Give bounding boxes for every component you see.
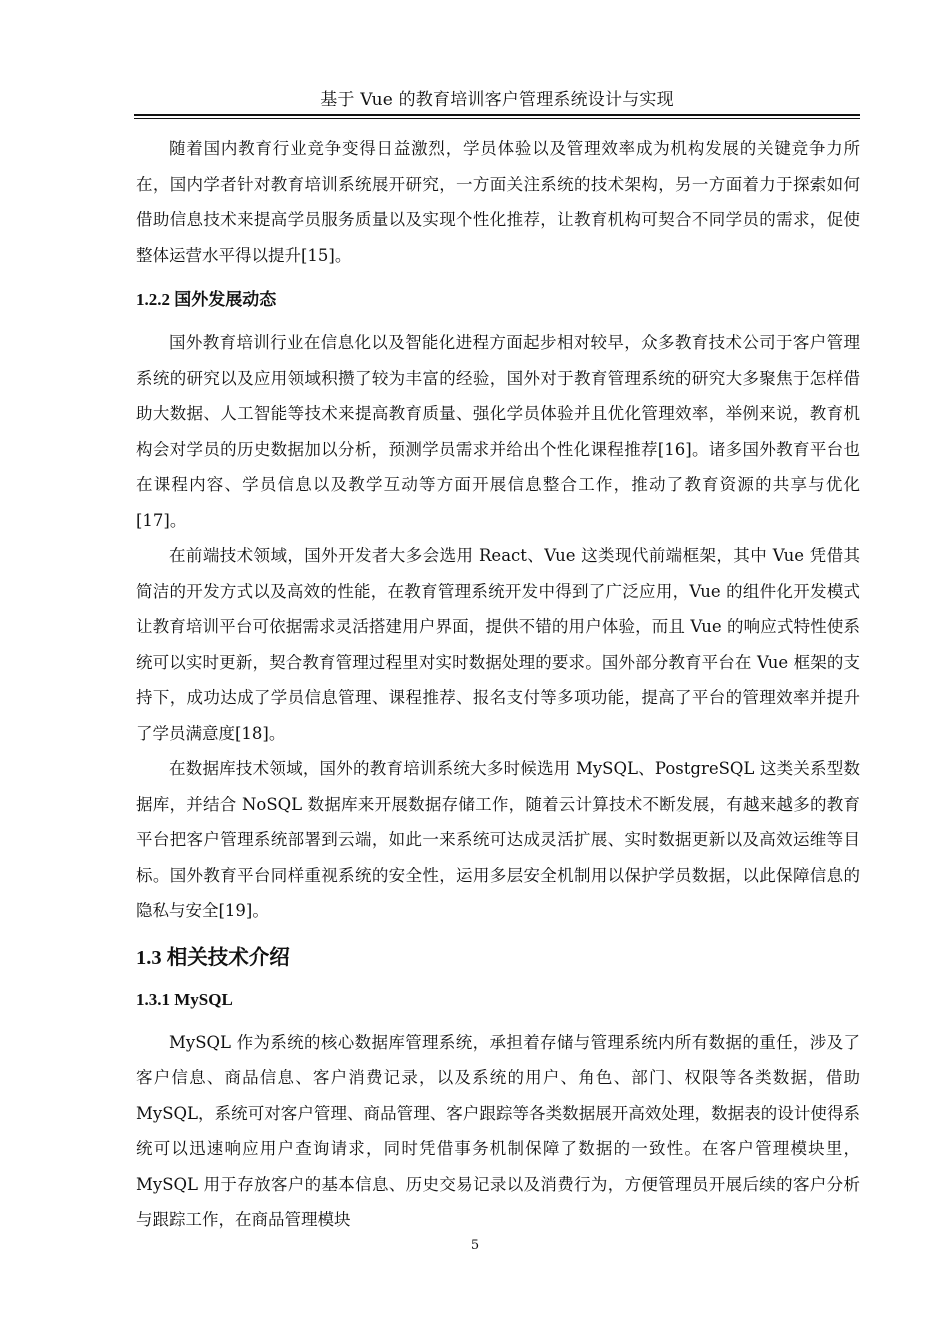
paragraph-foreign-overview: 国外教育培训行业在信息化以及智能化进程方面起步相对较早，众多教育技术公司于客户管理系统的研究以及应用领域积攒了较为丰富的经验，国外对于教育管理系统的研究大多聚焦于怎样借助大数据、人工智能等技术来提高教育质量、强化学员体验并且优化管理效率，举例来说，教育机构会对学员的历史数据加以分析，预测学员需求并给出个性化课程推荐[16]。诸多国外教育平台也在课程内容、学员信息以及教学互动等方面开展信息整合工作，推动了教育资源的共享与优化[17]。 (136, 333, 860, 530)
running-header-title: 基于 Vue 的教育培训客户管理系统设计与实现 (320, 90, 674, 110)
paragraph-database-tech: 在数据库技术领域，国外的教育培训系统大多时候选用 MySQL、PostgreSQL 这类关系型数据库，并结合 NoSQL 数据库来开展数据存储工作，随着云计算技术不断发展，有越来越多的教育平台把客户管理系统部署到云端，如此一来系统可达成灵活扩展、实时数据更新以及高效运维等目标。国外教育平台同样重视系统的安全性，运用多层安全机制用以保护学员数据，以此保障信息的隐私与安全[19]。 (136, 759, 860, 920)
body-text (136, 131, 860, 1238)
section-heading-1-2-2: 1.2.2 国外发展动态 (136, 290, 277, 309)
header-rule-thin (134, 118, 860, 119)
section-heading-1-3-1: 1.3.1 MySQL (136, 989, 233, 1009)
header-rule (134, 114, 860, 116)
paragraph-mysql: MySQL 作为系统的核心数据库管理系统，承担着存储与管理系统内所有数据的重任，涉及了客户信息、商品信息、客户消费记录，以及系统的用户、角色、部门、权限等各类数据，借助 MySQL，系统可对客户管理、商品管理、客户跟踪等各类数据展开高效处理，数据表的设计使得系统可以迅速响应用户查询请求，同时凭借事务机制保障了数据的一致性。在客户管理模块里，MySQL 用于存放客户的基本信息、历史交易记录以及消费行为，方便管理员开展后续的客户分析与跟踪工作，在商品管理模块 (136, 1032, 860, 1229)
page-number: 5 (470, 1238, 480, 1253)
section-heading-1-3: 1.3 相关技术介绍 (136, 946, 290, 969)
paragraph-domestic-summary: 随着国内教育行业竞争变得日益激烈，学员体验以及管理效率成为机构发展的关键竞争力所在，国内学者针对教育培训系统展开研究，一方面关注系统的技术架构，另一方面着力于探索如何借助信息技术来提高学员服务质量以及实现个性化推荐，让教育机构可契合不同学员的需求，促使整体运营水平得以提升[15]。 (136, 139, 860, 265)
paragraph-frontend-tech: 在前端技术领域，国外开发者大多会选用 React、Vue 这类现代前端框架，其中 Vue 凭借其简洁的开发方式以及高效的性能，在教育管理系统开发中得到了广泛应用，Vue 的组件化开发模式让教育培训平台可依据需求灵活搭建用户界面，提供不错的用户体验，而且 Vue 的响应式特性使系统可以实时更新，契合教育管理过程里对实时数据处理的要求。国外部分教育平台在 Vue 框架的支持下，成功达成了学员信息管理、课程推荐、报名支付等多项功能，提高了平台的管理效率并提升了学员满意度[18]。 (136, 546, 860, 743)
